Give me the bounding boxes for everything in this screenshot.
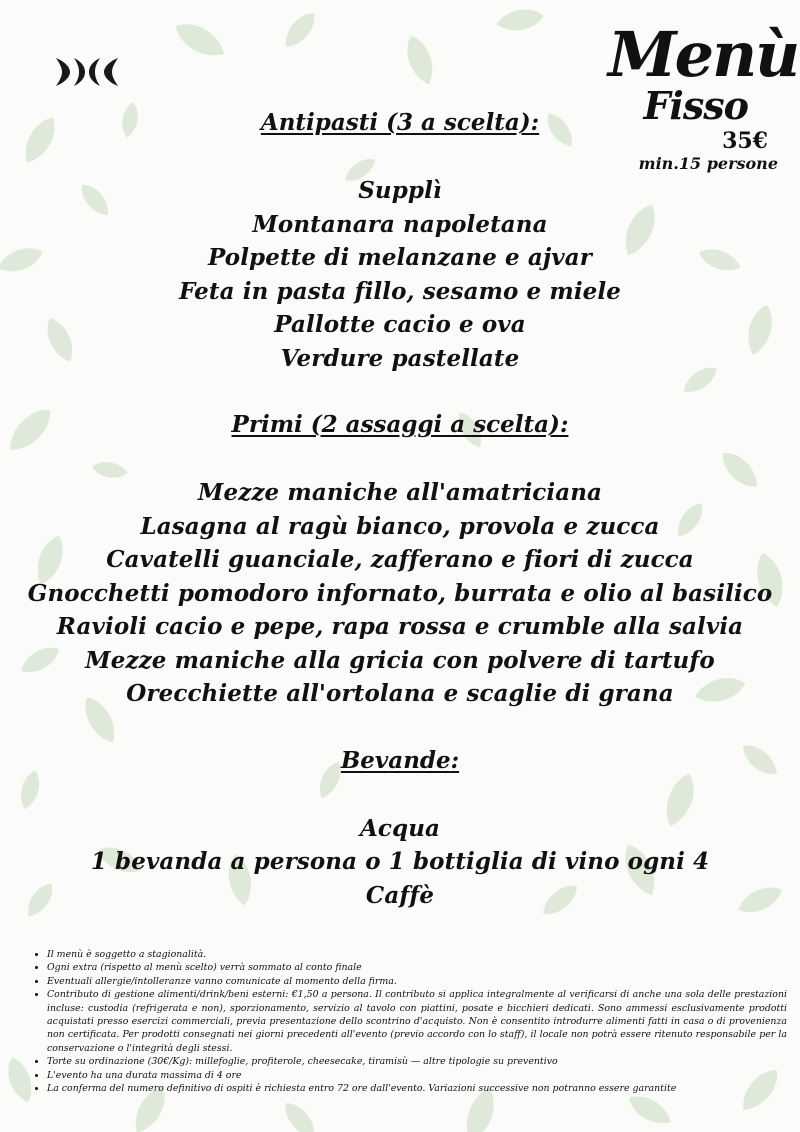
menu-sections [0, 106, 800, 912]
section-title-colon: : [559, 411, 569, 438]
section-title-bevande [0, 744, 800, 778]
menu-item: Orecchiette all'ortolana e scaglie di grana [126, 680, 674, 707]
section-bevande [0, 744, 800, 913]
section-title-colon: : [450, 746, 460, 774]
section-title-primi [0, 408, 800, 442]
menu-item: Caffè [365, 881, 435, 909]
section-antipasti [0, 106, 800, 375]
menu-item: Cavatelli guanciale, zafferano e fiori di zucca [106, 546, 694, 573]
menu-item: Polpette di melanzane e ajvar [208, 244, 592, 271]
section-primi [0, 408, 800, 711]
menu-item: 1 bevanda a persona o 1 bottiglia di vino ogni 4 [90, 848, 710, 875]
menu-price: 35€ [722, 128, 768, 154]
section-title-text: Primi (2 assaggi a scelta) [231, 411, 560, 438]
antipasti-list [0, 174, 800, 375]
note-item: • Ogni extra (rispetto al menù scelto) verrà sommato al conto finale [47, 961, 787, 974]
note-item: • Contributo di gestione alimenti/drink/beni esterni: €1,50 a persona. Il contributo si applica integralmente al verificarsi di anche una sola delle prestazioni incluse: custodia (refrigerata e non), sporzionamento, servizio al tavolo con piattini, posate e bicchieri dedicati. Sono ammessi esclusivamente prodotti acquistati presso esercizi commerciali, previa presentazione dello scontrino d'acquisto. Non è consentito introdurre alimenti fatti in casa o di provenienza non certificata. Per prodotti consegnati nei giorni precedenti all'evento (previo accordo con lo staff), il locale non potrà essere ritenuto responsabile per la conservazione o l'integrità degli stessi. [47, 988, 787, 1055]
menu-item: Supplì [358, 177, 442, 204]
menu-item: Acqua [359, 814, 441, 842]
menu-item: Mezze maniche alla gricia con polvere di tartufo [85, 646, 715, 674]
terms-notes-list [30, 948, 787, 1095]
menu-item: Montanara napoletana [252, 210, 548, 238]
section-title-colon: : [530, 109, 540, 136]
note-item: • Il menù è soggetto a stagionalità. [47, 948, 787, 961]
note-item: • L'evento ha una durata massima di 4 ore [47, 1069, 787, 1082]
note-item: • Eventuali allergie/intolleranze vanno comunicate al momento della firma. [47, 975, 787, 988]
bevande-list [0, 812, 800, 913]
menu-item: Verdure pastellate [280, 344, 520, 372]
menu-item: Lasagna al ragù bianco, provola e zucca [140, 512, 660, 540]
menu-item: Feta in pasta fillo, sesamo e miele [179, 277, 621, 305]
minimum-guests: min.15 persone [638, 154, 778, 173]
section-title-antipasti [0, 106, 800, 140]
brand-subtitle: Fisso [643, 83, 748, 128]
note-item: • La conferma del numero definitivo di ospiti è richiesta entro 72 ore dall'evento. Variazioni successive non potranno essere garantite [47, 1082, 787, 1095]
note-item: • Torte su ordinazione (30€/Kg): millefoglie, profiterole, cheesecake, tiramisù — altre tipologie su preventivo [47, 1055, 787, 1068]
section-title-text: Antipasti (3 a scelta) [260, 109, 531, 136]
menu-item: Mezze maniche all'amatriciana [197, 479, 603, 506]
menu-item: Pallotte cacio e ova [274, 311, 526, 338]
menu-item: Gnocchetti pomodoro infornato, burrata e olio al basilico [27, 579, 773, 607]
primi-list [0, 476, 800, 711]
section-title-text: Bevande [340, 746, 451, 774]
restaurant-logo-icon [52, 52, 122, 92]
menu-item: Ravioli cacio e pepe, rapa rossa e crumble alla salvia [56, 613, 744, 640]
brand-title: Menù [608, 18, 799, 91]
